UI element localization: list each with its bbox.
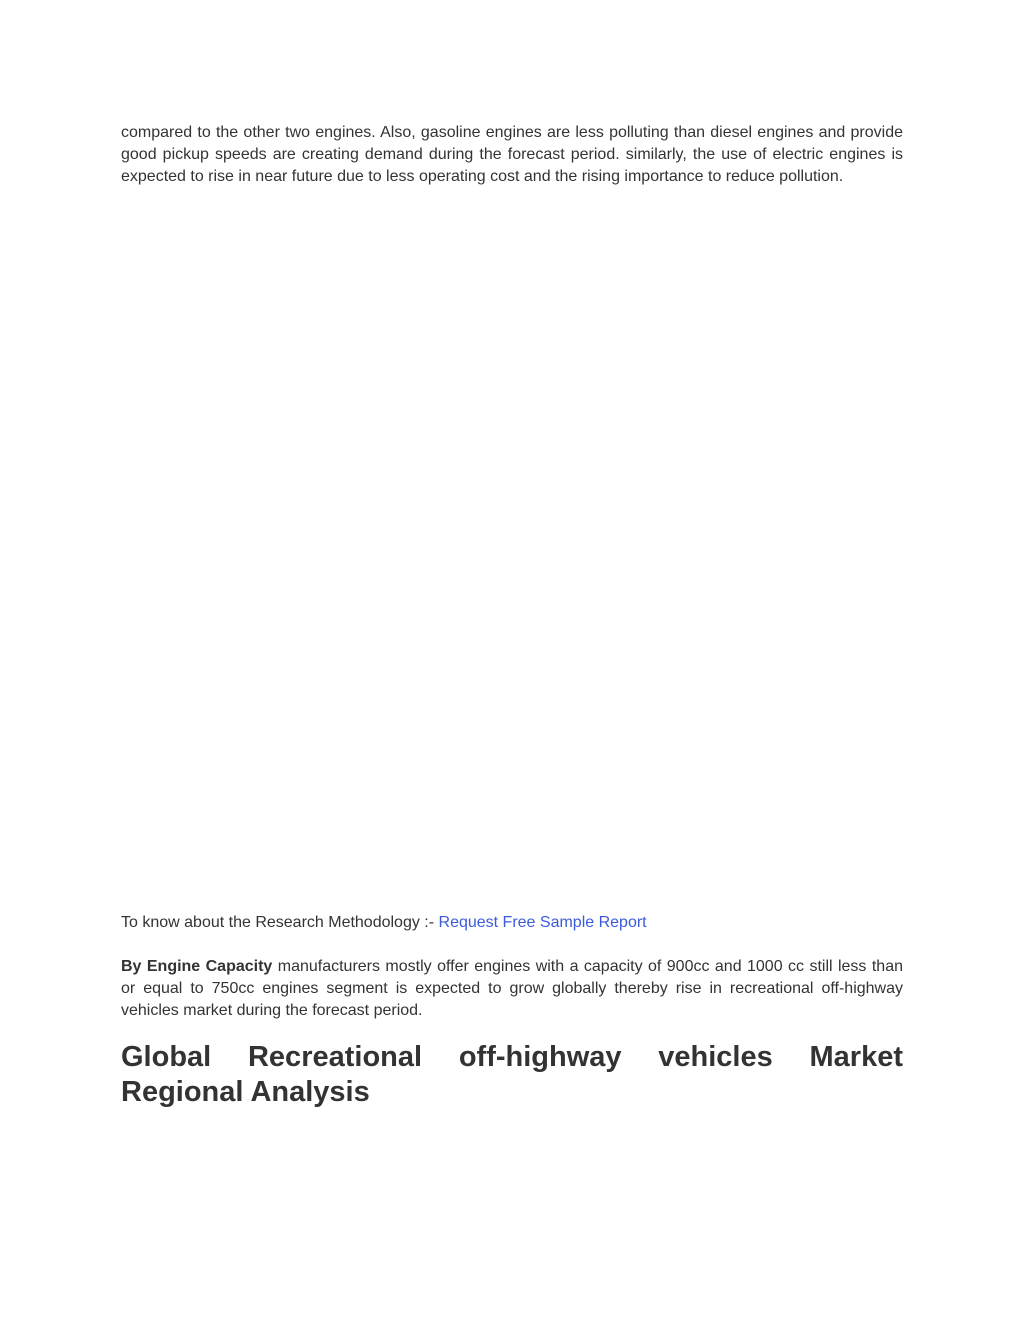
engine-capacity-paragraph — [121, 956, 903, 1021]
methodology-line — [121, 912, 903, 934]
request-sample-report-link[interactable]: Request Free Sample Report — [438, 914, 647, 931]
engine-capacity-label: By Engine Capacity — [121, 958, 273, 975]
section-heading: Global Recreational off-highway vehicles Market Regional Analysis — [121, 1041, 903, 1108]
methodology-prefix: To know about the Research Methodology :- — [121, 914, 439, 931]
engine-capacity-text: manufacturers mostly offer engines with a capacity of 900cc and 1000 cc still less than or equal to 750cc engines segment is expected to grow globally thereby rise in recreational off-highway vehicles market during the forecast period. — [121, 958, 903, 1019]
intro-paragraph: compared to the other two engines. Also, gasoline engines are less polluting than diesel engines and provide good pickup speeds are creating demand during the forecast period. similarly, the use of electric engines is expected to rise in near future due to less operating cost and the rising importance to reduce pollution. — [121, 124, 903, 185]
